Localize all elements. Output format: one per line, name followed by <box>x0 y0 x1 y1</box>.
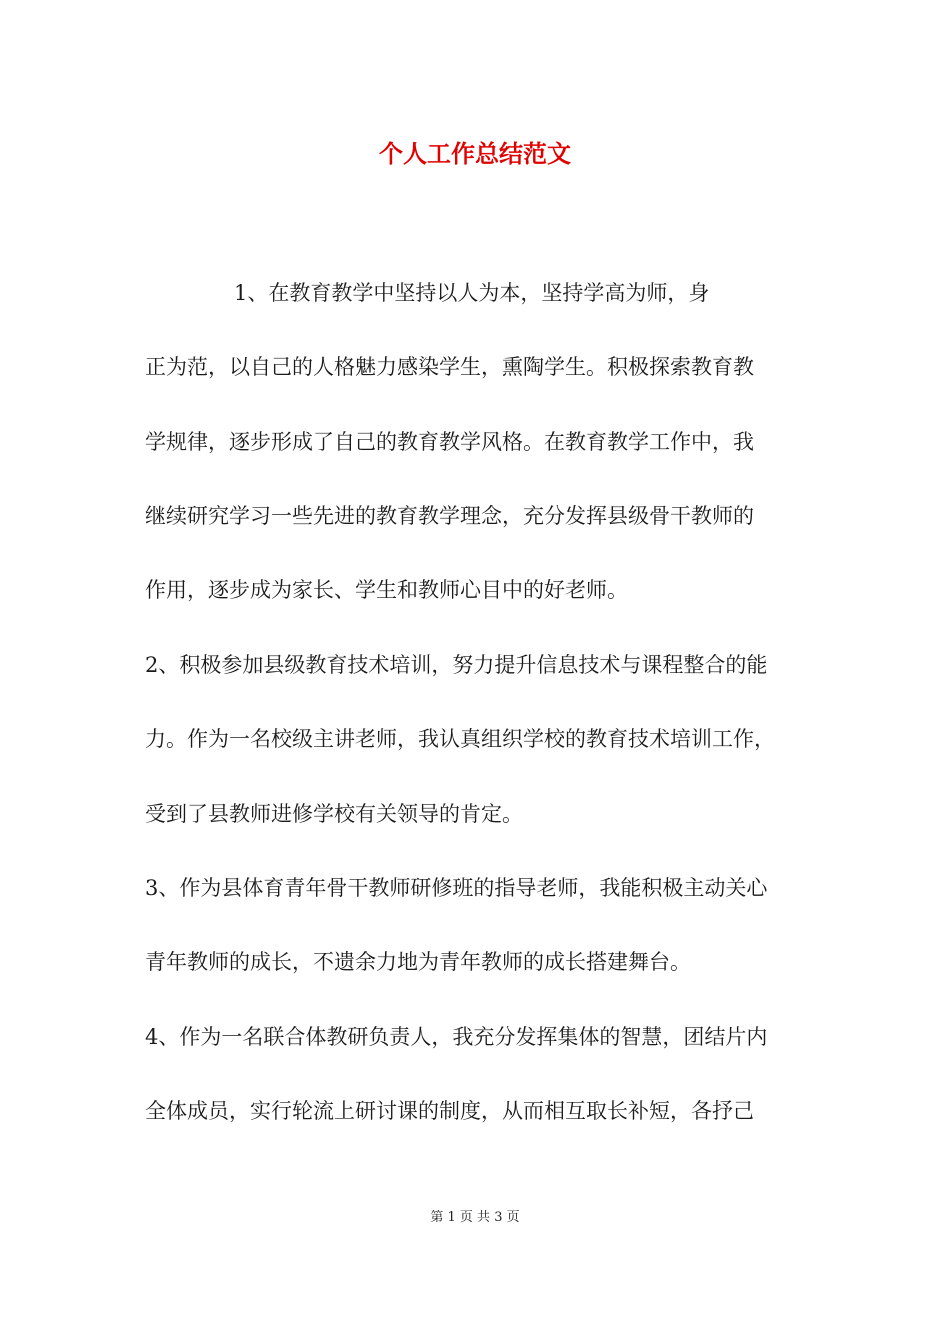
paragraph-4-line-1: 4、作为一名联合体教研负责人，我充分发挥集体的智慧，团结片内 <box>145 1025 768 1049</box>
paragraph-1-line-1: 1、在教育教学中坚持以人为本，坚持学高为师，身 <box>234 281 710 305</box>
paragraph-2-line-3: 受到了县教师进修学校有关领导的肯定。 <box>145 802 523 826</box>
paragraph-1-line-5: 作用，逐步成为家长、学生和教师心目中的好老师。 <box>145 578 628 602</box>
paragraph-1-line-4: 继续研究学习一些先进的教育教学理念，充分发挥县级骨干教师的 <box>145 504 754 528</box>
paragraph-1-line-2: 正为范，以自己的人格魅力感染学生，熏陶学生。积极探索教育教 <box>145 355 754 379</box>
paragraph-2-line-1: 2、积极参加县级教育技术培训，努力提升信息技术与课程整合的能 <box>145 653 768 677</box>
page-number-footer: 第 1 页 共 3 页 <box>430 1210 520 1225</box>
paragraph-2-line-2: 力。作为一名校级主讲老师，我认真组织学校的教育技术培训工作， <box>145 727 775 751</box>
paragraph-3-line-1: 3、作为县体育青年骨干教师研修班的指导老师，我能积极主动关心 <box>145 876 768 900</box>
paragraph-3-line-2: 青年教师的成长，不遗余力地为青年教师的成长搭建舞台。 <box>145 950 691 974</box>
paragraph-4-line-2: 全体成员，实行轮流上研讨课的制度，从而相互取长补短，各抒己 <box>145 1099 754 1123</box>
document-title: 个人工作总结范文 <box>379 139 571 168</box>
paragraph-1-line-3: 学规律，逐步形成了自己的教育教学风格。在教育教学工作中，我 <box>145 430 754 454</box>
